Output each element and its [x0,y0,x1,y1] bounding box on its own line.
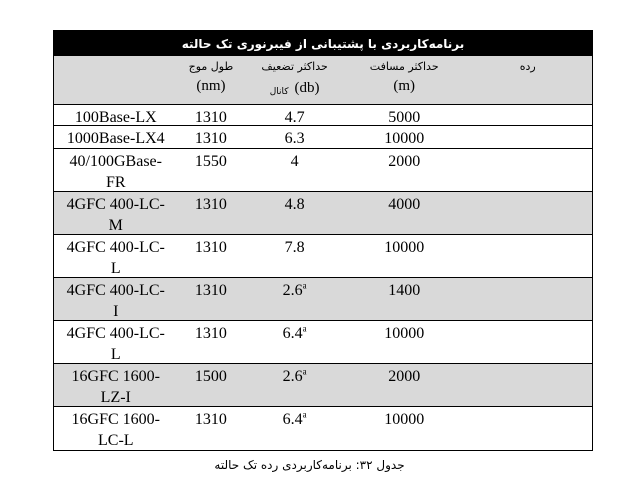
cell-distance [345,105,464,125]
cell-wavelength-value: 1310 [194,196,227,213]
footnote-marker: a [302,366,307,377]
cell-wavelength-value: 1550 [194,153,227,170]
cell-wavelength [178,105,245,125]
cell-model [54,149,178,191]
header-attenuation-unit: (db) [294,80,320,96]
cell-model [54,278,178,320]
cell-wavelength [178,278,245,320]
cell-distance-value: 5000 [388,109,421,126]
cell-attenuation [244,407,345,450]
cell-wavelength [178,235,245,277]
attenuation-number: 2.6 [282,368,303,385]
cell-model-value: 100Base-LX [74,109,157,126]
cell-attenuation [244,364,345,406]
table-row [54,321,592,364]
cell-distance [345,126,464,148]
cell-class [463,407,592,450]
cell-model-value: 4GFC 400-LC- I [66,282,165,320]
cell-attenuation-value [283,323,307,344]
header-distance-unit: (m) [393,78,416,94]
header-model [54,56,178,104]
table-row [54,126,592,149]
cell-wavelength-value: 1500 [194,368,227,385]
cell-class [463,321,592,363]
cell-distance-value: 10000 [384,239,425,256]
cell-wavelength-value: 1310 [194,325,227,342]
table-title: برنامه‌کاربردی با پشتیبانی از فیبرنوری تک حالته [54,31,592,56]
attenuation-number: 2.6 [282,282,303,299]
cell-model [54,321,178,363]
cell-model-value: 16GFC 1600- LC-L [71,411,160,449]
header-class [463,56,592,104]
table-row [54,278,592,321]
cell-model-value: 1000Base-LX4 [66,130,165,147]
header-attenuation [244,56,345,104]
table-header-row [54,56,592,105]
cell-attenuation-value: 4.8 [284,196,305,213]
attenuation-number: 6.4 [282,325,303,342]
header-class-label: رده [519,60,536,73]
cell-wavelength-value: 1310 [194,109,227,126]
header-attenuation-label: حداکثر تضعیف [261,60,328,73]
cell-wavelength [178,149,245,191]
table-row [54,149,592,192]
cell-attenuation-value: 7.8 [284,239,305,256]
cell-model-value: 40/100GBase- FR [69,153,162,191]
cell-attenuation-value: 6.3 [284,130,305,147]
cell-distance [345,321,464,363]
cell-wavelength-value: 1310 [194,130,227,147]
table-row [54,364,592,407]
footnote-marker: a [302,323,307,334]
cell-model [54,126,178,148]
table-row [54,192,592,235]
cell-model [54,235,178,277]
cell-attenuation [244,149,345,191]
cell-distance-value: 2000 [388,368,421,385]
cell-distance [345,149,464,191]
cell-wavelength [178,126,245,148]
cell-model-value: 16GFC 1600- LZ-I [71,368,160,406]
cell-attenuation-value [283,366,307,387]
cell-class [463,149,592,191]
footnote-marker: a [302,280,307,291]
cell-wavelength [178,192,245,234]
cell-class [463,364,592,406]
cell-class [463,192,592,234]
cell-distance [345,407,464,450]
cell-wavelength-value: 1310 [194,239,227,256]
header-wavelength-label: طول موج [188,60,234,73]
cell-attenuation [244,235,345,277]
cell-model-value: 4GFC 400-LC- M [66,196,165,234]
table-caption: جدول ۳۲: برنامه‌کاربردی رده تک حالته [214,458,405,472]
cell-wavelength [178,364,245,406]
table-row [54,105,592,126]
cell-wavelength-value: 1310 [194,282,227,299]
cell-distance [345,235,464,277]
cell-attenuation [244,105,345,125]
cell-model [54,364,178,406]
header-distance [345,56,464,104]
cell-distance [345,192,464,234]
cell-wavelength [178,407,245,450]
header-distance-label: حداکثر مسافت [369,60,439,73]
cell-class [463,278,592,320]
header-attenuation-sub: کانال [269,87,289,97]
header-wavelength-unit: (nm) [196,78,226,94]
attenuation-number: 6.4 [282,411,303,428]
cell-class [463,105,592,125]
cell-attenuation [244,321,345,363]
cell-attenuation [244,192,345,234]
cell-class [463,235,592,277]
cell-distance-value: 2000 [388,153,421,170]
cell-attenuation-value [283,280,307,301]
cell-attenuation-value: 4.7 [284,109,305,126]
cell-wavelength-value: 1310 [194,411,227,428]
table-row [54,235,592,278]
cell-distance-value: 4000 [388,196,421,213]
cell-distance [345,364,464,406]
cell-distance-value: 10000 [384,411,425,428]
cell-model-value: 4GFC 400-LC- L [66,325,165,363]
table-body [54,105,592,450]
cell-attenuation-value [283,409,307,430]
cell-model [54,407,178,450]
cell-distance-value: 1400 [388,282,421,299]
cell-class [463,126,592,148]
footnote-marker: a [302,409,307,420]
fiber-applications-table [53,30,593,451]
table-row [54,407,592,450]
cell-distance-value: 10000 [384,325,425,342]
cell-attenuation [244,278,345,320]
cell-model-value: 4GFC 400-LC- L [66,239,165,277]
cell-model [54,192,178,234]
cell-distance [345,278,464,320]
cell-attenuation-value: 4 [290,153,299,170]
cell-model [54,105,178,125]
header-wavelength [178,56,245,104]
cell-distance-value: 10000 [384,130,425,147]
cell-attenuation [244,126,345,148]
cell-wavelength [178,321,245,363]
